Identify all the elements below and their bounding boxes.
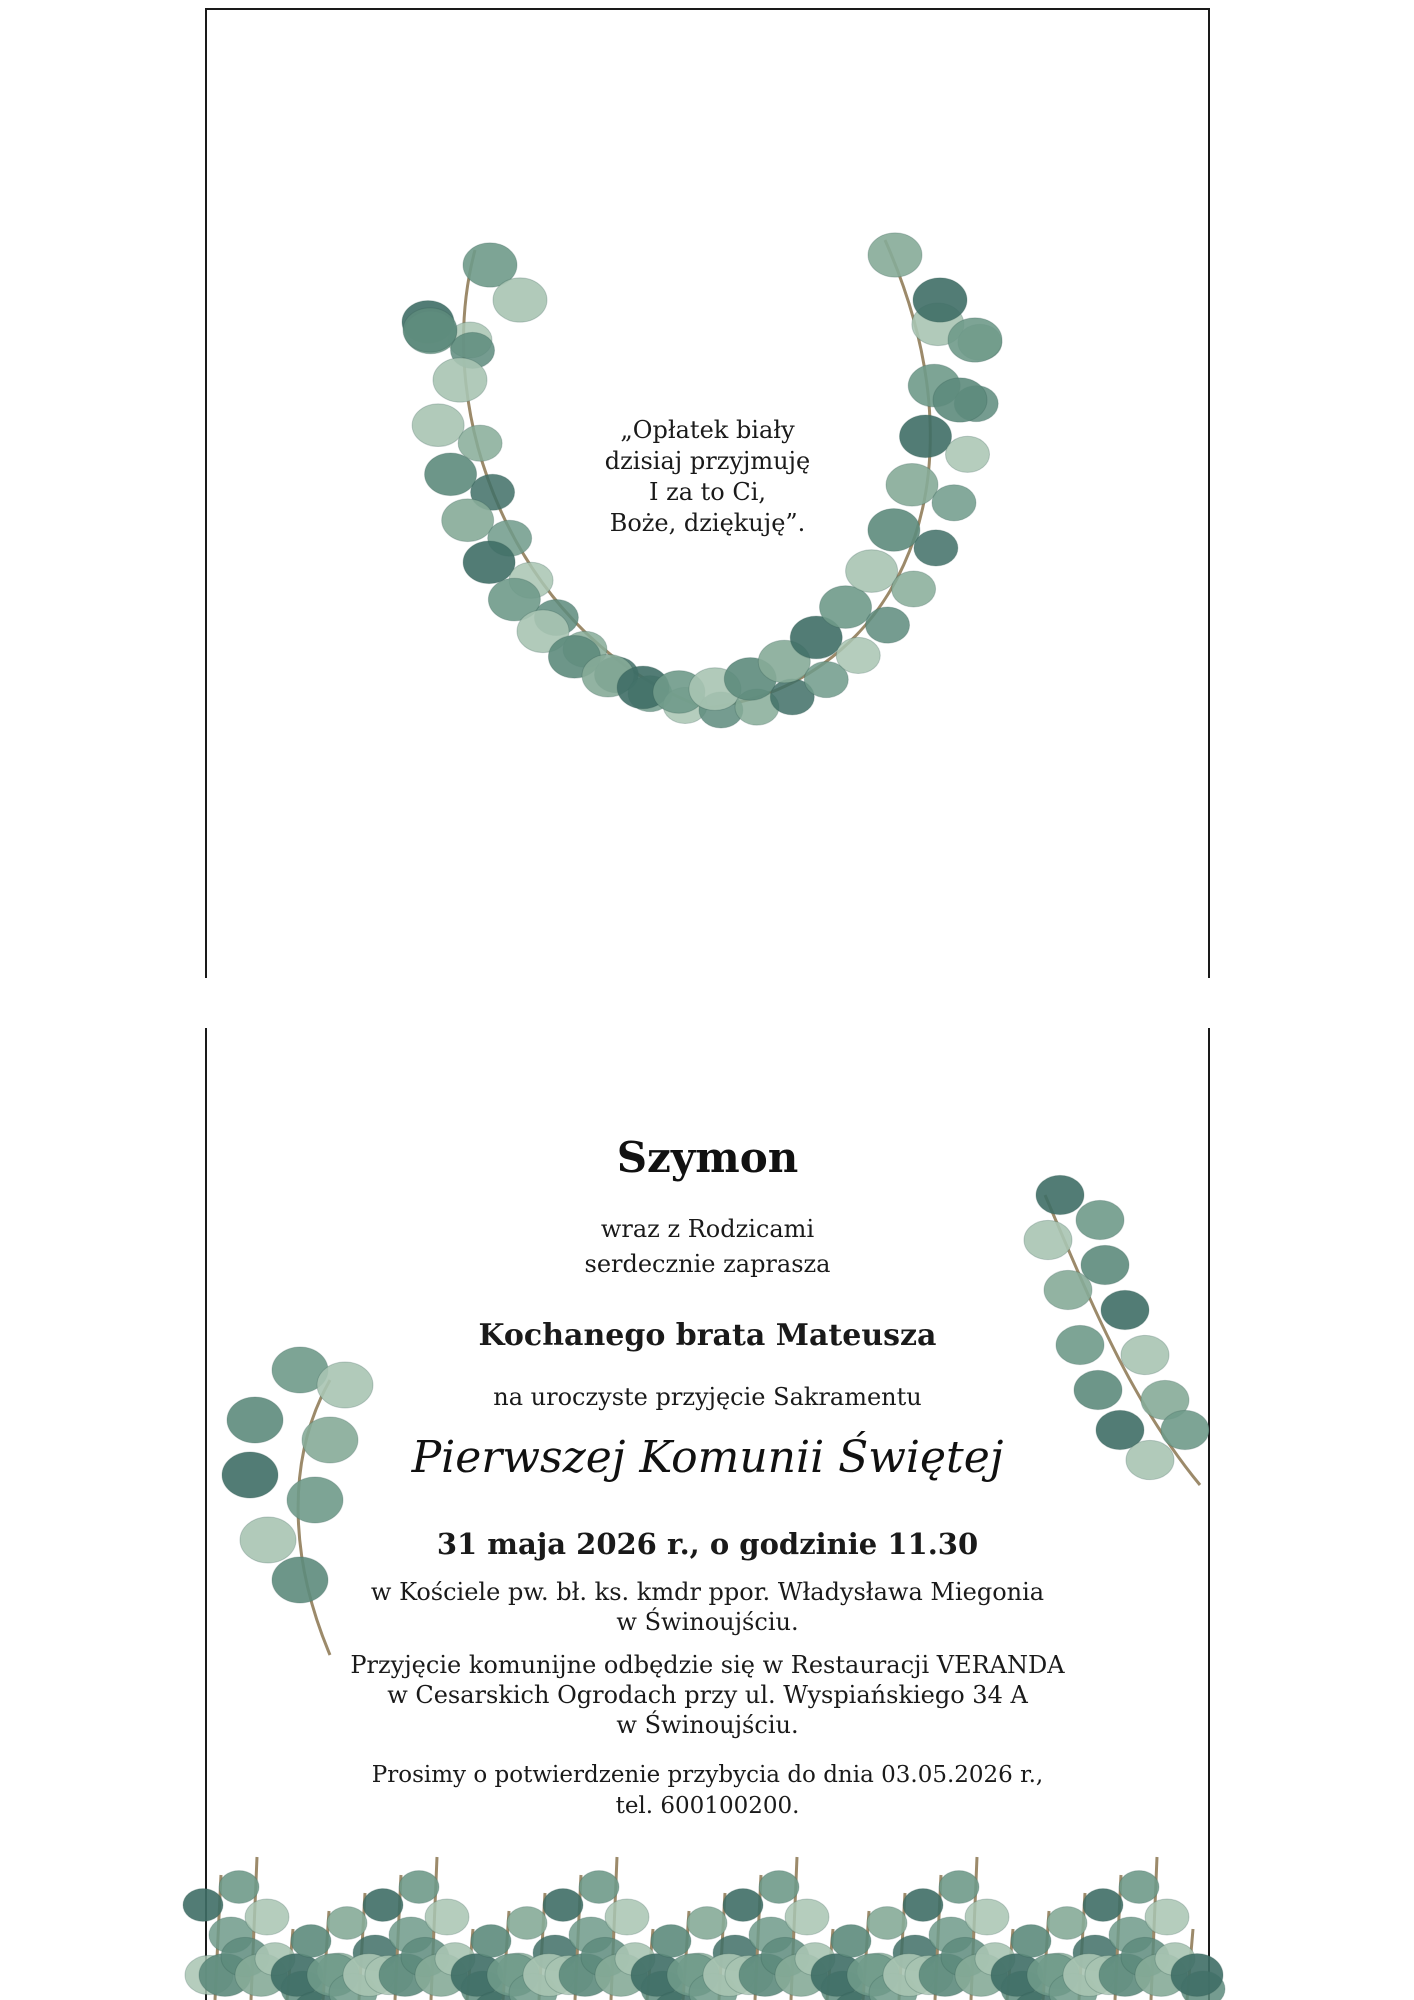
quote-line: I za to Ci, — [648, 478, 767, 506]
rsvp-line: Prosimy o potwierdzenie przybycia do dnia 03.05.2026 r., — [371, 1762, 1044, 1788]
quote-line: dzisiaj przyjmuję — [604, 447, 811, 475]
reception-line: Przyjęcie komunijne odbędzie się w Restauracji VERANDA — [350, 1651, 1065, 1679]
quote-line: „Opłatek biały — [620, 416, 795, 444]
intro-line: serdecznie zaprasza — [584, 1250, 831, 1278]
sacrament-title: Pierwszej Komunii Świętej — [411, 1432, 1004, 1483]
intro-line: wraz z Rodzicami — [600, 1215, 815, 1243]
quote-text — [205, 415, 1210, 539]
reception-line: w Cesarskich Ogrodach przy ul. Wyspiańskiego 34 A — [387, 1681, 1028, 1709]
date-time: 31 maja 2026 r., o godzinie 11.30 — [436, 1527, 979, 1561]
quote-line: Boże, dziękuję”. — [609, 509, 806, 537]
rsvp-line: tel. 600100200. — [615, 1793, 800, 1819]
guest-name: Kochanego brata Mateusza — [478, 1318, 937, 1353]
host-name: Szymon — [616, 1133, 799, 1182]
occasion-line: na uroczyste przyjęcie Sakramentu — [493, 1383, 922, 1411]
reception-line: w Świnoujściu. — [616, 1711, 799, 1739]
church-line: w Świnoujściu. — [616, 1608, 799, 1636]
church-line: w Kościele pw. bł. ks. kmdr ppor. Władysława Miegonia — [370, 1578, 1045, 1606]
